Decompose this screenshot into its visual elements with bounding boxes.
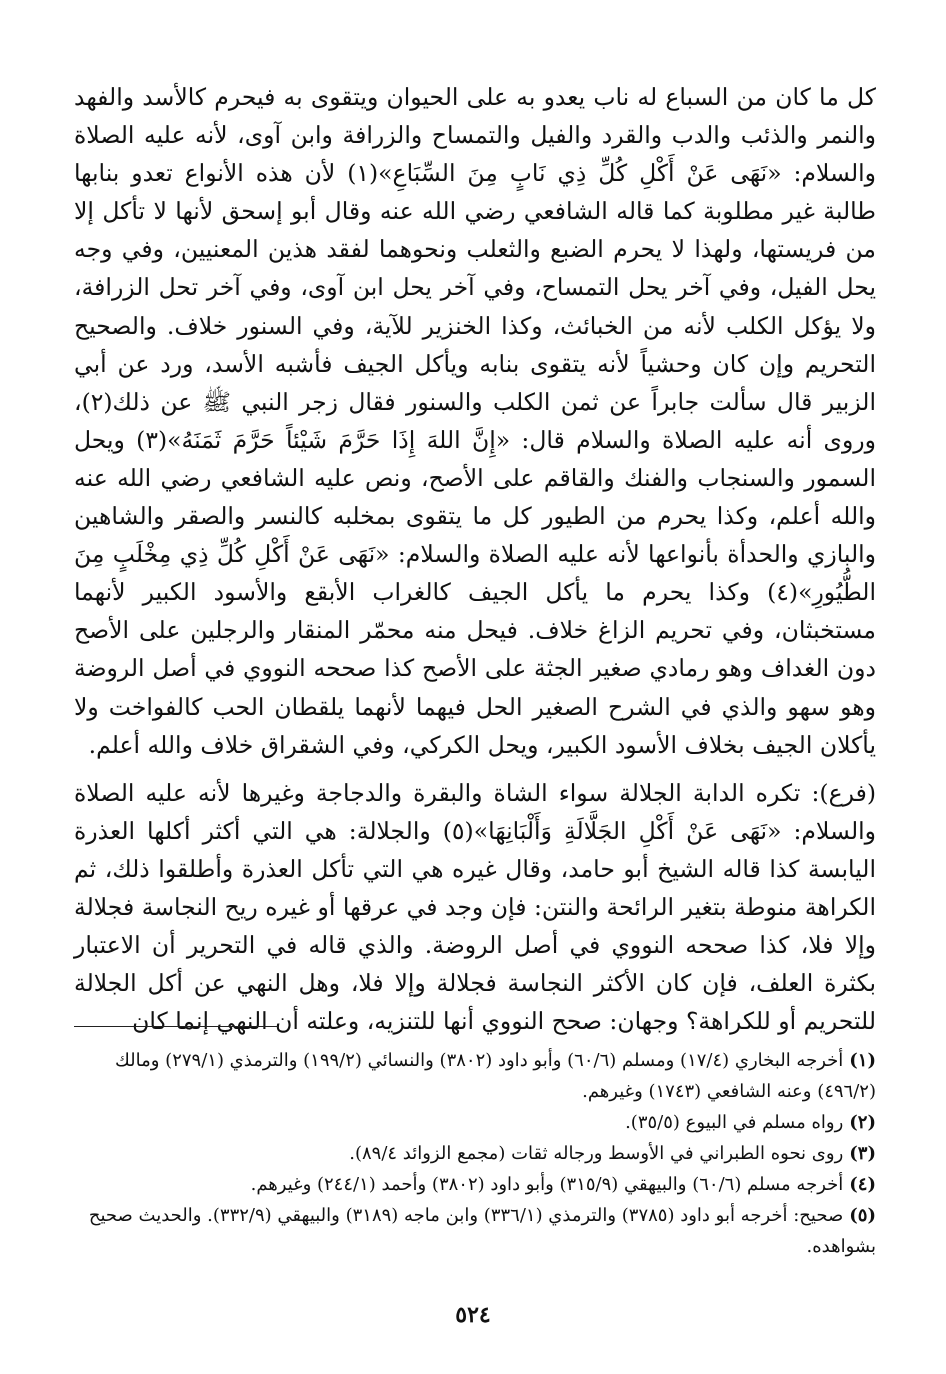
- paragraph-jallala: (فرع): تكره الدابة الجلالة سواء الشاة والبقرة والدجاجة وغيرها لأنه عليه الصلاة والسلام: «نَهَى عَنْ أَكْلِ الجَلَّالَةِ وَأَلْبَانِهَا»(٥) والجلالة: هي التي أكثر أكلها العذرة اليابسة كذا قاله الشيخ أبو حامد، وقال غيره هي التي تأكل العذرة وأطلقوا ذلك، ثم الكراهة منوطة بتغير الرائحة والنتن: فإن وجد في عرقها أو غيره ريح النجاسة فجلالة وإلا فلا، كذا صححه النووي في أصل الروضة. والذي قاله في التحرير أن الاعتبار بكثرة العلف، فإن كان الأكثر النجاسة فجلالة وإلا فلا، وهل النهي عن أكل الجلالة للتحريم أو للكراهة؟ وجهان: صحح النووي أنها للتنزيه، وعلته أن النهي إنما كان: [74, 778, 876, 1036]
- paragraph-predators: كل ما كان من السباع له ناب يعدو به على الحيوان ويتقوى به فيحرم كالأسد والفهد والنمر والذئب والدب والقرد والفيل والتمساح والزرافة وابن آوى، لأنه عليه الصلاة والسلام: «نَهَى عَنْ أَكْلِ كُلِّ ذِي نَابٍ مِنَ السِّبَاعِ»(١) لأن هذه الأنواع تعدو بنابها طالبة غير مطلوبة كما قاله الشافعي رضي الله عنه وقال أبو إسحق لأنها لا تأكل إلا من فريستها، ولهذا لا يحرم الضبع والثعلب ونحوهما لفقد هذين المعنيين، وفي وجه يحل الفيل، وفي آخر يحل التمساح، وفي آخر يحل ابن آوى، وفي آخر تحل الزرافة، ولا يؤكل الكلب لأنه من الخبائث، وكذا الخنزير للآية، وفي السنور خلاف. والصحيح التحريم وإن كان وحشياً لأنه يتقوى بنابه ويأكل الجيف فأشبه الأسد، ورد عن أبي الزبير قال سألت جابراً عن ثمن الكلب والسنور فقال زجر النبي ﷺ عن ذلك(٢)، وروى أنه عليه الصلاة والسلام قال: «إِنَّ اللهَ إِذَا حَرَّمَ شَيْئاً حَرَّمَ ثَمَنَهُ»(٣) ويحل السمور والسنجاب والفنك والقاقم على الأصح، ونص عليه الشافعي رضي الله عنه والله أعلم، وكذا يحرم من الطيور كل ما يتقوى بمخلبه كالنسر والصقر والشاهين والبازي والحدأة بأنواعها لأنه عليه الصلاة والسلام: «نَهَى عَنْ أَكْلِ كُلِّ ذِي مِخْلَبٍ مِنَ الطُّيُورِ»(٤) وكذا يحرم ما يأكل الجيف كالغراب الأبقع والأسود الكبير لأنهما مستخبثان، وفي تحريم الزاغ خلاف. فيحل منه محمّر المنقار والرجلين على الأصح دون الغداف وهو رمادي صغير الجثة على الأصح كذا صححه النووي في أصل الروضة وهو سهو والذي في الشرح الصغير الحل فيهما لأنهما يلقطان الحب كالفواخت ولا يأكلان الجيف بخلاف الأسود الكبير، ويحل الكركي، وفي الشقراق خلاف والله أعلم.: [74, 83, 876, 759]
- footnote-number: (٥): [849, 1205, 876, 1226]
- footnote-divider: [74, 1026, 279, 1027]
- footnote-text: روى نحوه الطبراني في الأوسط ورجاله ثقات (مجمع الزوائد ٨٩/٤).: [349, 1143, 844, 1164]
- footnote-item: [74, 1169, 876, 1200]
- footnote-text: رواه مسلم في البيوع (٣٥/٥).: [625, 1112, 844, 1133]
- page-number: ٥٢٤: [455, 1302, 491, 1328]
- footnote-list: [74, 1045, 876, 1262]
- footnote-item: [74, 1200, 876, 1262]
- footnote-number: (٤): [849, 1174, 876, 1195]
- footnote-text: أخرجه البخاري (١٧/٤) ومسلم (٦٠/٦) وأبو داود (٣٨٠٢) والنسائي (١٩٩/٢) والترمذي (٢٧٩/١) ومالك (٤٩٦/٢) وعنه الشافعي (١٧٤٣) وغيرهم.: [114, 1050, 876, 1102]
- footnote-item: [74, 1138, 876, 1169]
- footnote-number: (٢): [849, 1112, 876, 1133]
- footnote-text: أخرجه مسلم (٦٠/٦) والبيهقي (٣١٥/٩) وأبو داود (٣٨٠٢) وأحمد (٢٤٤/١) وغيرهم.: [250, 1174, 844, 1195]
- footnote-number: (٣): [849, 1143, 876, 1164]
- footnotes-section: [74, 1026, 876, 1262]
- footnote-item: [74, 1045, 876, 1107]
- footnote-number: (١): [849, 1050, 876, 1071]
- footnote-text: صحيح: أخرجه أبو داود (٣٧٨٥) والترمذي (٣٣٦/١) وابن ماجه (٣١٨٩) والبيهقي (٣٣٢/٩). والحديث صحيح بشواهده.: [88, 1205, 876, 1257]
- main-text: [74, 78, 876, 1040]
- footnote-item: [74, 1107, 876, 1138]
